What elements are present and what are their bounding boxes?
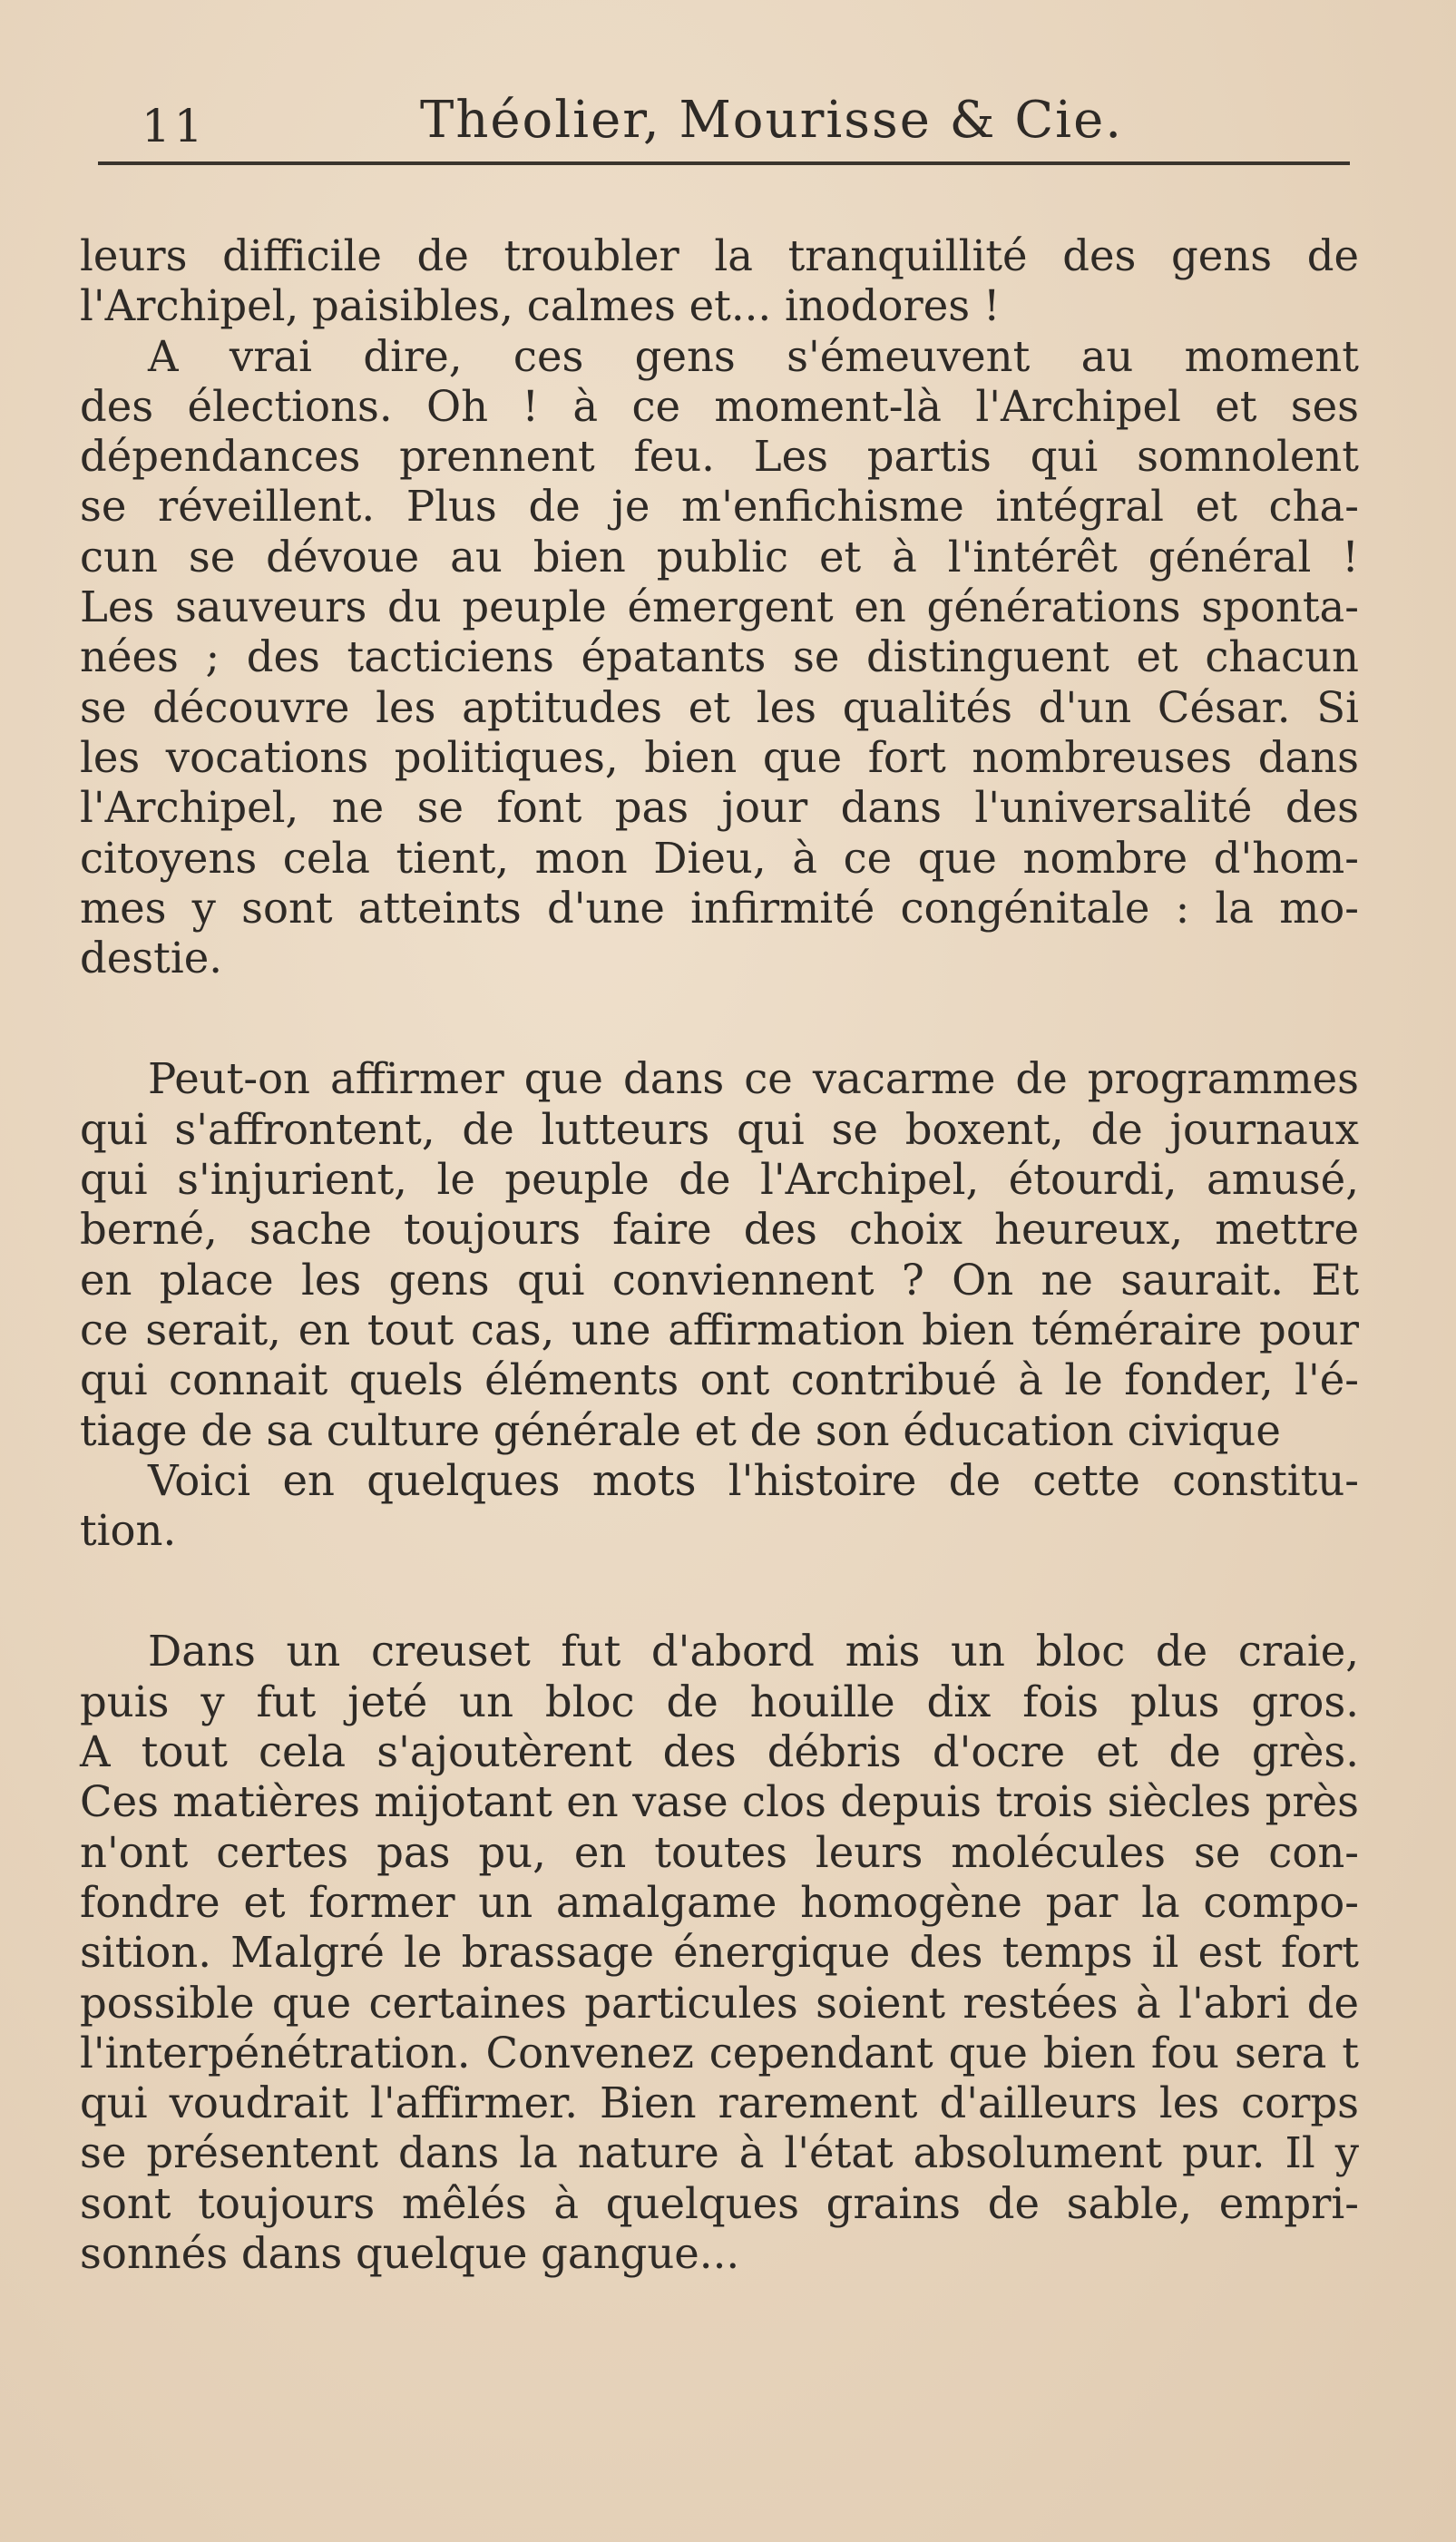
text-line: A vrai dire, ces gens s'émeuvent au moment xyxy=(148,331,1359,381)
text-line: sont toujours mêlés à quelques grains de sable, empri- xyxy=(80,2178,1359,2228)
text-line: destie. xyxy=(80,934,223,983)
text-line: citoyens cela tient, mon Dieu, à ce que nombre d'hom- xyxy=(80,833,1359,883)
paragraph xyxy=(80,231,1359,332)
text-line: les vocations politiques, bien que fort nombreuses dans xyxy=(80,732,1359,782)
text-line: l'Archipel, paisibles, calmes et... inodores ! xyxy=(80,281,1001,331)
text-line: leurs difficile de troubler la tranquillité des gens de xyxy=(80,231,1359,280)
paragraph xyxy=(80,1627,1359,2279)
paragraph-gap xyxy=(80,1556,1359,1627)
text-line: Ces matières mijotant en vase clos depuis trois siècles près xyxy=(80,1777,1359,1827)
text-line: Les sauveurs du peuple émergent en générations sponta- xyxy=(80,582,1359,632)
text-line: dépendances prennent feu. Les partis qui somnolent xyxy=(80,432,1359,482)
paragraph-gap xyxy=(80,983,1359,1054)
text-line: possible que certaines particules soient restées à l'abri de xyxy=(80,1978,1359,2028)
text-line: cun se dévoue au bien public et à l'intérêt général ! xyxy=(80,532,1359,582)
text-line: ce serait, en tout cas, une affirmation bien téméraire pour xyxy=(80,1305,1359,1354)
text-line: nées ; des tacticiens épatants se distinguent et chacun xyxy=(80,632,1359,682)
page-header xyxy=(98,91,1350,163)
text-line: fondre et former un amalgame homogène par la compo- xyxy=(80,1877,1359,1927)
text-line: berné, sache toujours faire des choix heureux, mettre xyxy=(80,1205,1359,1255)
body-text xyxy=(80,231,1359,2279)
paragraph xyxy=(80,1054,1359,1455)
text-line: l'interpénétration. Convenez cependant que bien fou sera t xyxy=(80,2028,1359,2078)
text-line: sition. Malgré le brassage énergique des temps il est fort xyxy=(80,1928,1359,1978)
text-line: se découvre les aptitudes et les qualités d'un César. Si xyxy=(80,682,1359,732)
paragraph xyxy=(80,1456,1359,1557)
text-line: mes y sont atteints d'une infirmité congénitale : la mo- xyxy=(80,883,1359,933)
text-line: A tout cela s'ajoutèrent des débris d'ocre et de grès. xyxy=(80,1727,1359,1777)
text-line: puis y fut jeté un bloc de houille dix fois plus gros. xyxy=(80,1677,1359,1726)
text-line: Voici en quelques mots l'histoire de cette constitu- xyxy=(148,1455,1359,1505)
text-line: l'Archipel, ne se font pas jour dans l'universalité des xyxy=(80,783,1359,833)
text-line: Peut-on affirmer que dans ce vacarme de programmes xyxy=(148,1054,1359,1104)
text-line: sonnés dans quelque gangue... xyxy=(80,2228,740,2278)
text-line: n'ont certes pas pu, en toutes leurs molécules se con- xyxy=(80,1827,1359,1877)
text-line: tiage de sa culture générale et de son éducation civique xyxy=(80,1405,1281,1455)
page-number: 11 xyxy=(142,100,207,152)
header-rule xyxy=(98,161,1350,165)
text-line: qui s'affrontent, de lutteurs qui se boxent, de journaux xyxy=(80,1104,1359,1154)
running-title: Théolier, Mourisse & Cie. xyxy=(420,91,1124,150)
text-line: qui connait quels éléments ont contribué à le fonder, l'é- xyxy=(80,1355,1359,1405)
text-line: qui s'injurient, le peuple de l'Archipel, étourdi, amusé, xyxy=(80,1155,1359,1205)
text-line: se présentent dans la nature à l'état absolument pur. Il y xyxy=(80,2128,1359,2178)
text-line: en place les gens qui conviennent ? On ne saurait. Et xyxy=(80,1255,1359,1305)
paragraph xyxy=(80,332,1359,984)
text-line: des élections. Oh ! à ce moment-là l'Archipel et ses xyxy=(80,381,1359,431)
text-line: se réveillent. Plus de je m'enfichisme intégral et cha- xyxy=(80,482,1359,532)
text-line: tion. xyxy=(80,1506,177,1556)
text-line: qui voudrait l'affirmer. Bien rarement d'ailleurs les corps xyxy=(80,2078,1359,2128)
text-line: Dans un creuset fut d'abord mis un bloc de craie, xyxy=(148,1627,1359,1677)
